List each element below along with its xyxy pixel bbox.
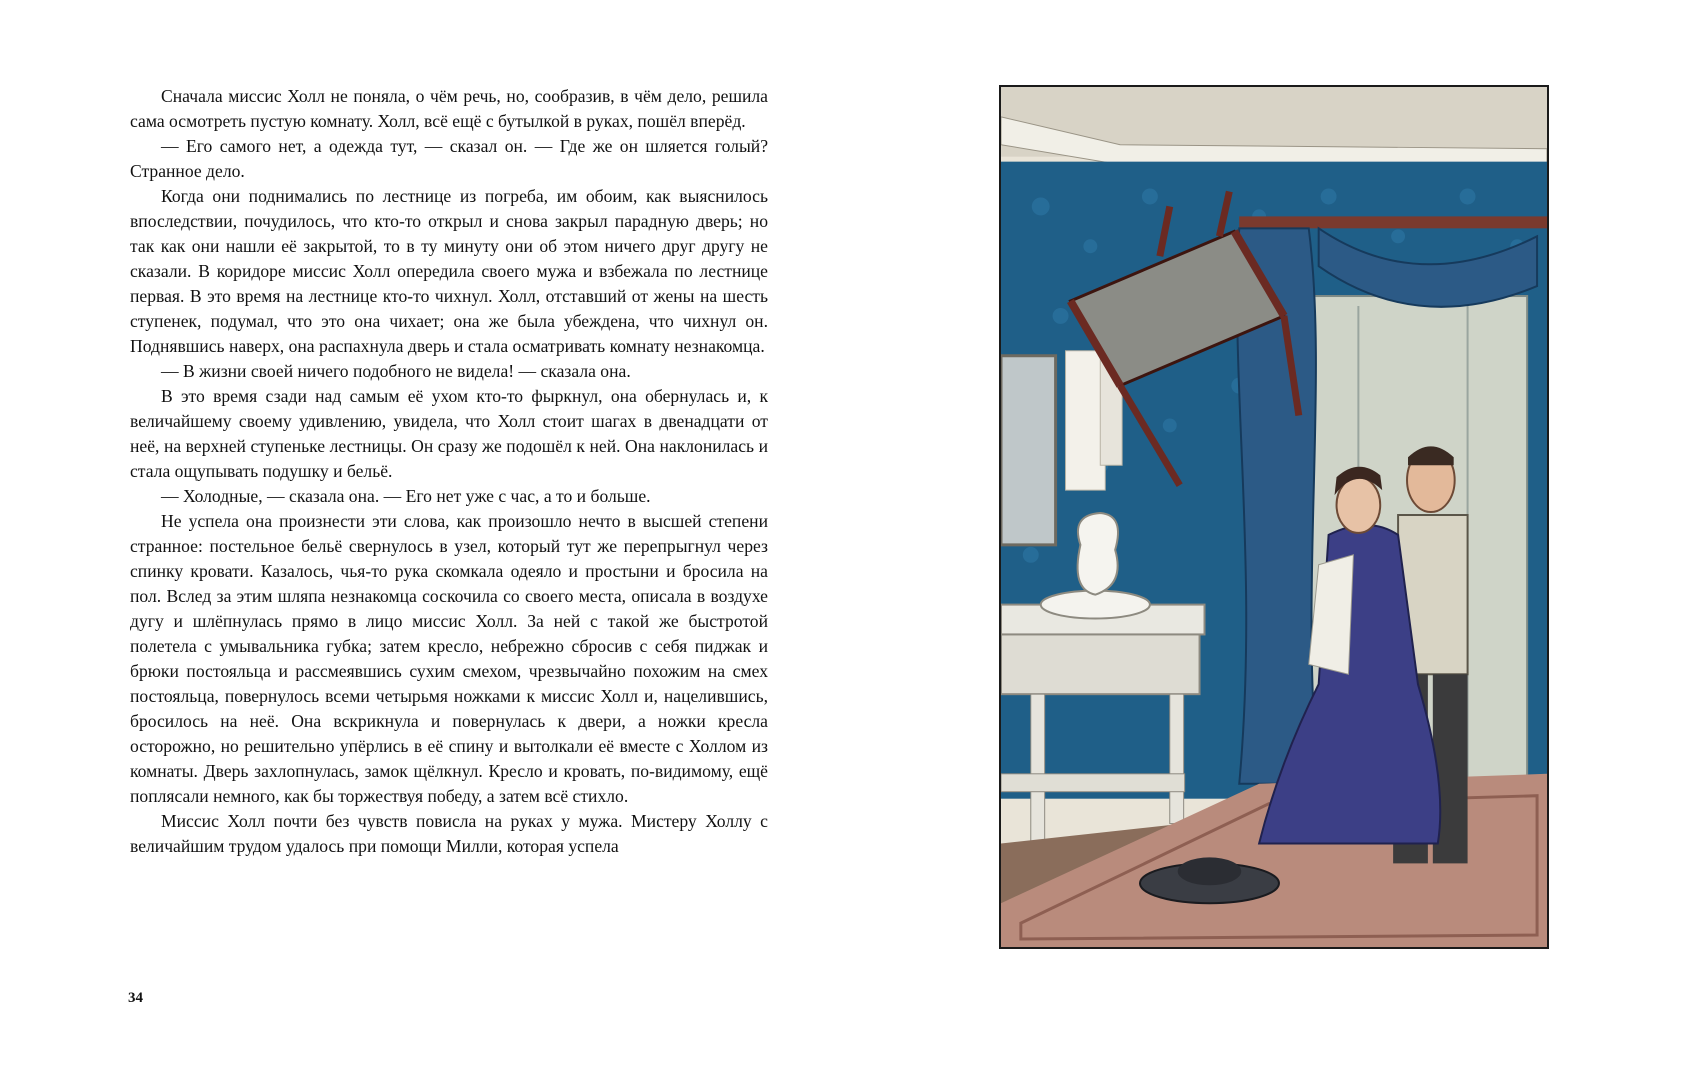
paragraph: Сначала миссис Холл не поняла, о чём речь, но, сообразив, в чём дело, решила сама осмотреть пустую комнату. Холл, всё ещё с бутылкой в руках, пошёл вперёд. bbox=[130, 86, 768, 131]
paragraph: — В жизни своей ничего подобного не видела! — сказала она. bbox=[161, 361, 631, 381]
paragraph: — Его самого нет, а одежда тут, — сказал он. — Где же он шляется голый? Странное дело. bbox=[130, 136, 768, 181]
pitcher bbox=[1078, 513, 1118, 595]
washstand-drawer bbox=[1001, 634, 1200, 694]
page-number: 34 bbox=[128, 990, 143, 1006]
paragraph: Миссис Холл почти без чувств повисла на руках у мужа. Мистеру Холлу с величайшим трудом удалось при помощи Милли, которая успела bbox=[130, 811, 768, 856]
mirror bbox=[1001, 356, 1056, 545]
paragraph: Когда они поднимались по лестнице из погреба, им обоим, как выяснилось впоследствии, почудилось, что кто-то открыл и снова закрыл парадную дверь; но так как они нашли её закрытой, то в ту минуту они об этом ничего друг другу не сказали. В коридоре миссис Холл опередила своего мужа и взбежала по лестнице первая. В это время на лестнице кто-то чихнул. Холл, отставший от жены на шесть ступенек, подумал, что это она чихает; она же была убеждена, что чихнул он. Поднявшись наверх, она распахнула дверь и стала осматривать комнату незнакомца. bbox=[130, 186, 768, 356]
paragraph: — Холодные, — сказала она. — Его нет уже с час, а то и больше. bbox=[161, 486, 651, 506]
paragraph: Не успела она произнести эти слова, как произошло нечто в высшей степени странное: постельное бельё свернулось в узел, который тут же перепрыгнул через спинку кровати. Казалось, чья-то рука скомкала одеяло и простыни и бросила на пол. Вслед за этим шляпа незнакомца соскочила со своего места, описала в воздухе дугу и шлёпнулась прямо в лицо миссис Холл. За ней с такой же быстротой полетела с умывальника губка; затем кресло, небрежно сбросив с себя пиджак и брюки постояльца и рассмеявшись сухим смехом, чрезвычайно похожим на смех постояльца, повернулось всеми четырьмя ножками к миссис Холл и, нацелившись, бросилось на неё. Она вскрикнула и повернулась к двери, а ножки кресла осторожно, но решительно упёрлись в её спину и вытолкали её вместе с Холлом из комнаты. Дверь захлопнулась, замок щёлкнул. Кресло и кровать, по-видимому, ещё поплясали немного, как бы торжествуя победу, а затем всё стихло. bbox=[130, 511, 768, 806]
book-illustration bbox=[999, 85, 1549, 949]
curtain-rod bbox=[1239, 216, 1547, 228]
illustration-scene bbox=[1001, 87, 1547, 947]
paragraph: В это время сзади над самым её ухом кто-то фыркнул, она обернулась и, к величайшему своему удивлению, увидела, что Холл стоит шагах в двенадцати от неё, на верхней ступеньке лестницы. Он сразу же подошёл к ней. Она наклонилась и стала ощупывать подушку и бельё. bbox=[130, 386, 768, 481]
towel bbox=[1066, 351, 1106, 490]
page-text bbox=[130, 84, 768, 859]
